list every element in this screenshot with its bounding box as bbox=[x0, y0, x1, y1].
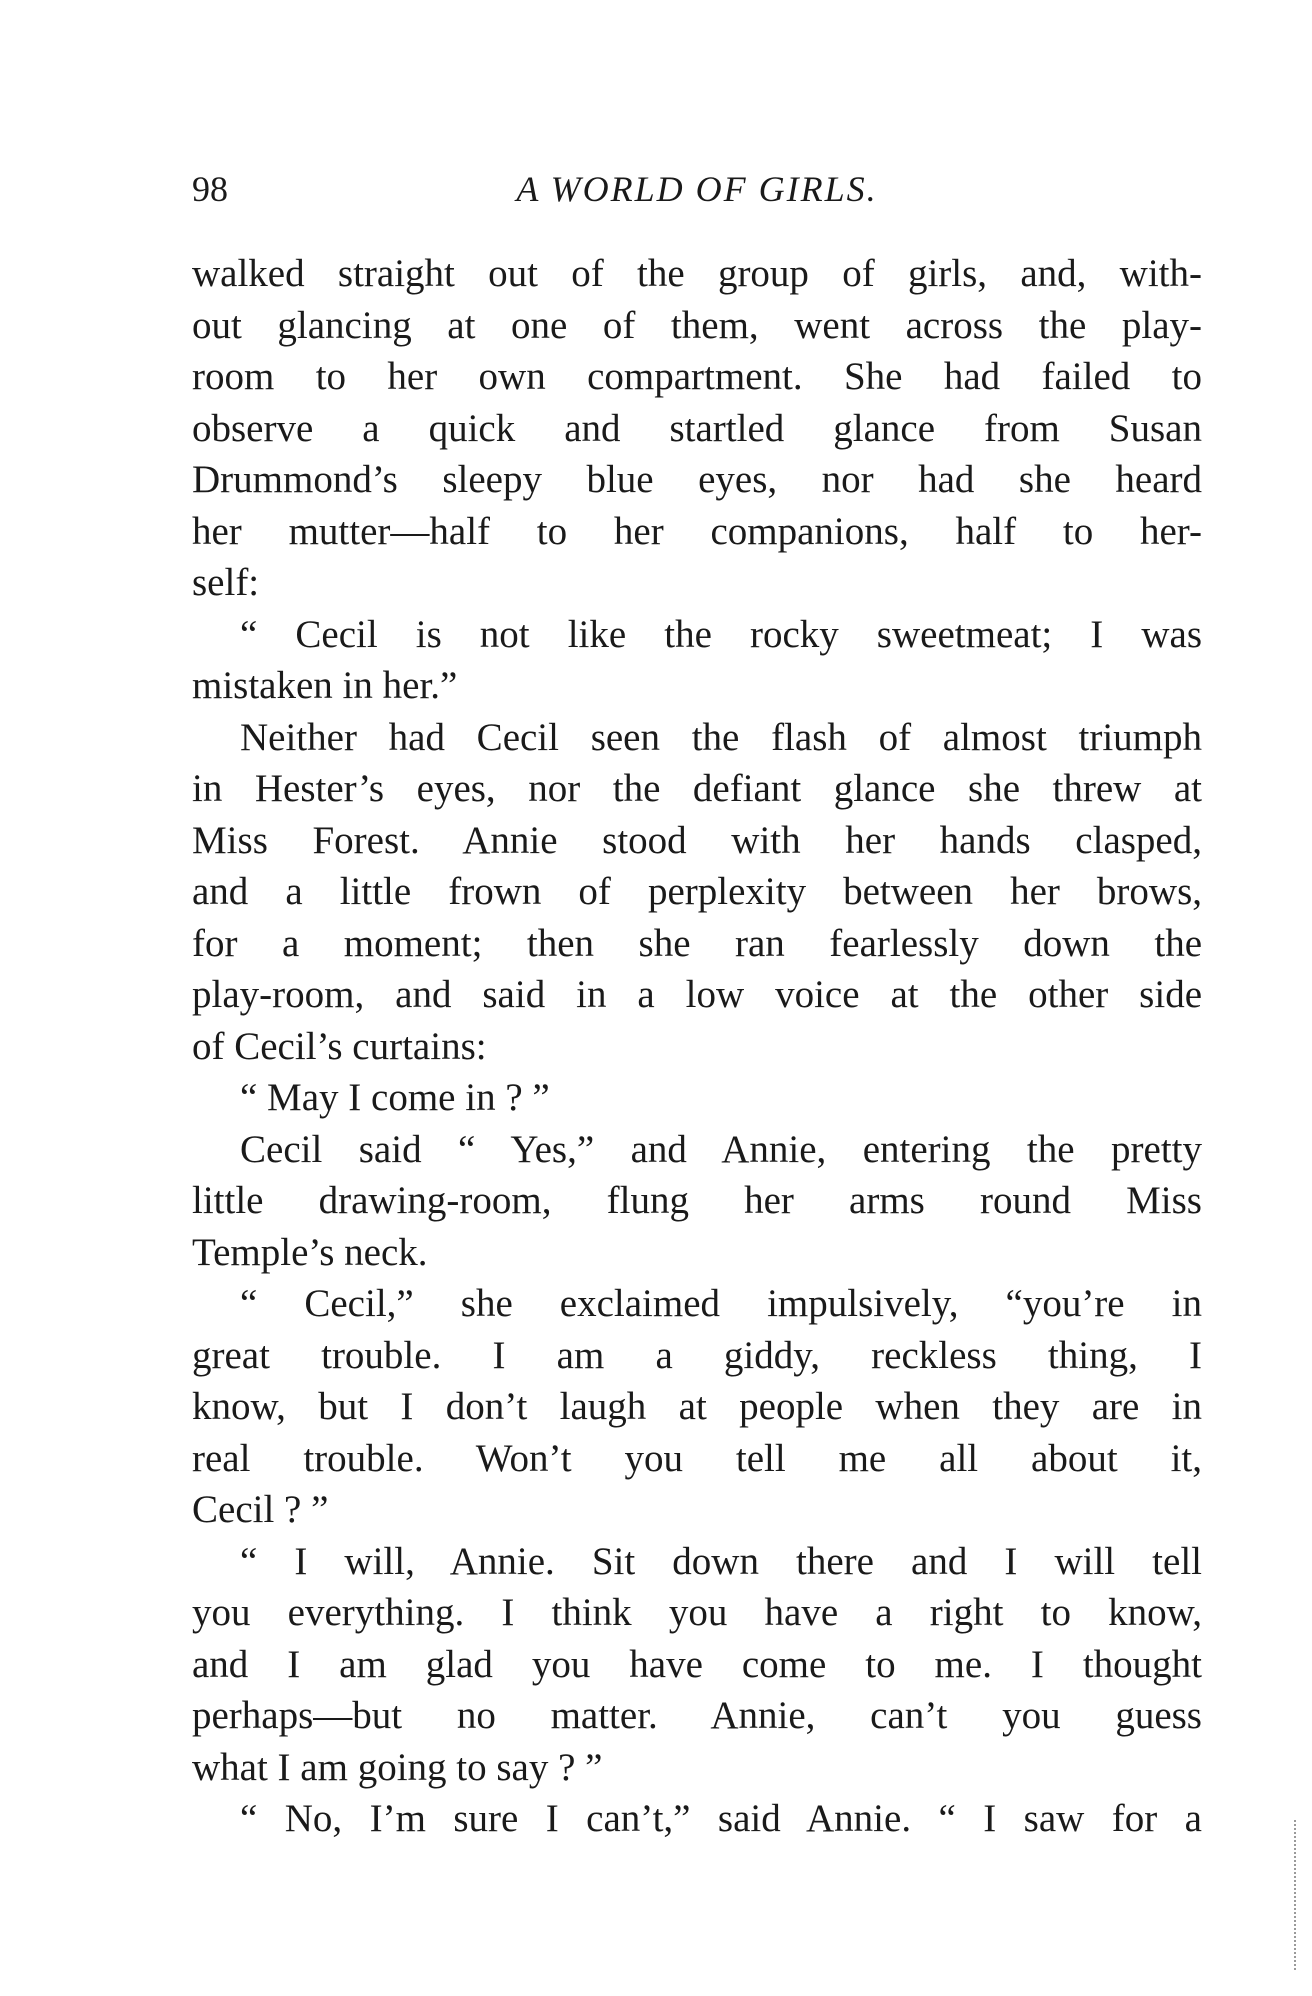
text-line: know, but I don’t laugh at people when they are in bbox=[192, 1385, 1202, 1428]
text-line: and I am glad you have come to me. I thought bbox=[192, 1642, 1202, 1686]
text-line: Cecil said “ Yes,” and Annie, entering the pretty bbox=[240, 1127, 1202, 1171]
text-line: Drummond’s sleepy blue eyes, nor had she heard bbox=[192, 458, 1202, 501]
text-line: of Cecil’s curtains: bbox=[192, 1024, 487, 1068]
text-line: perhaps—but no matter. Annie, can’t you guess bbox=[192, 1694, 1202, 1737]
running-title: A WORLD OF GIRLS. bbox=[516, 169, 878, 209]
text-line: what I am going to say ? ” bbox=[192, 1745, 603, 1789]
text-line: room to her own compartment. She had failed to bbox=[192, 355, 1202, 398]
text-line: “ Cecil is not like the rocky sweetmeat; I was bbox=[240, 612, 1202, 656]
text-line: “ May I come in ? ” bbox=[240, 1076, 550, 1119]
text-line: out glancing at one of them, went across the play- bbox=[192, 303, 1202, 347]
text-line: self: bbox=[192, 561, 260, 604]
text-line: great trouble. I am a giddy, reckless thing, I bbox=[192, 1333, 1202, 1377]
text-line: observe a quick and startled glance from Susan bbox=[192, 406, 1202, 450]
margin-dots bbox=[1294, 1820, 1300, 1970]
text-line: Cecil ? ” bbox=[192, 1488, 329, 1531]
text-line: real trouble. Won’t you tell me all about it, bbox=[192, 1436, 1202, 1480]
text-line: mistaken in her.” bbox=[192, 664, 458, 707]
text-line: and a little frown of perplexity between her brows, bbox=[192, 870, 1202, 913]
text-line: for a moment; then she ran fearlessly down the bbox=[192, 921, 1202, 965]
page-header bbox=[192, 168, 1202, 218]
text-line: “ Cecil,” she exclaimed impulsively, “you’re in bbox=[240, 1282, 1202, 1325]
body-text bbox=[192, 248, 1202, 1845]
page-number: 98 bbox=[192, 169, 228, 209]
text-line: Neither had Cecil seen the flash of almost triumph bbox=[240, 715, 1202, 759]
text-line: play-room, and said in a low voice at the other side bbox=[192, 973, 1202, 1016]
text-line: you everything. I think you have a right to know, bbox=[192, 1591, 1202, 1634]
text-line: in Hester’s eyes, nor the defiant glance she threw at bbox=[192, 767, 1202, 810]
text-line: little drawing-room, flung her arms round Miss bbox=[192, 1179, 1202, 1222]
text-line: Miss Forest. Annie stood with her hands clasped, bbox=[192, 818, 1202, 862]
text-line: her mutter—half to her companions, half to her- bbox=[192, 509, 1202, 553]
text-line: walked straight out of the group of girls, and, with- bbox=[192, 252, 1202, 295]
text-line: “ I will, Annie. Sit down there and I will tell bbox=[240, 1539, 1202, 1583]
text-line: Temple’s neck. bbox=[192, 1230, 428, 1274]
text-line: “ No, I’m sure I can’t,” said Annie. “ I saw for a bbox=[240, 1797, 1202, 1840]
